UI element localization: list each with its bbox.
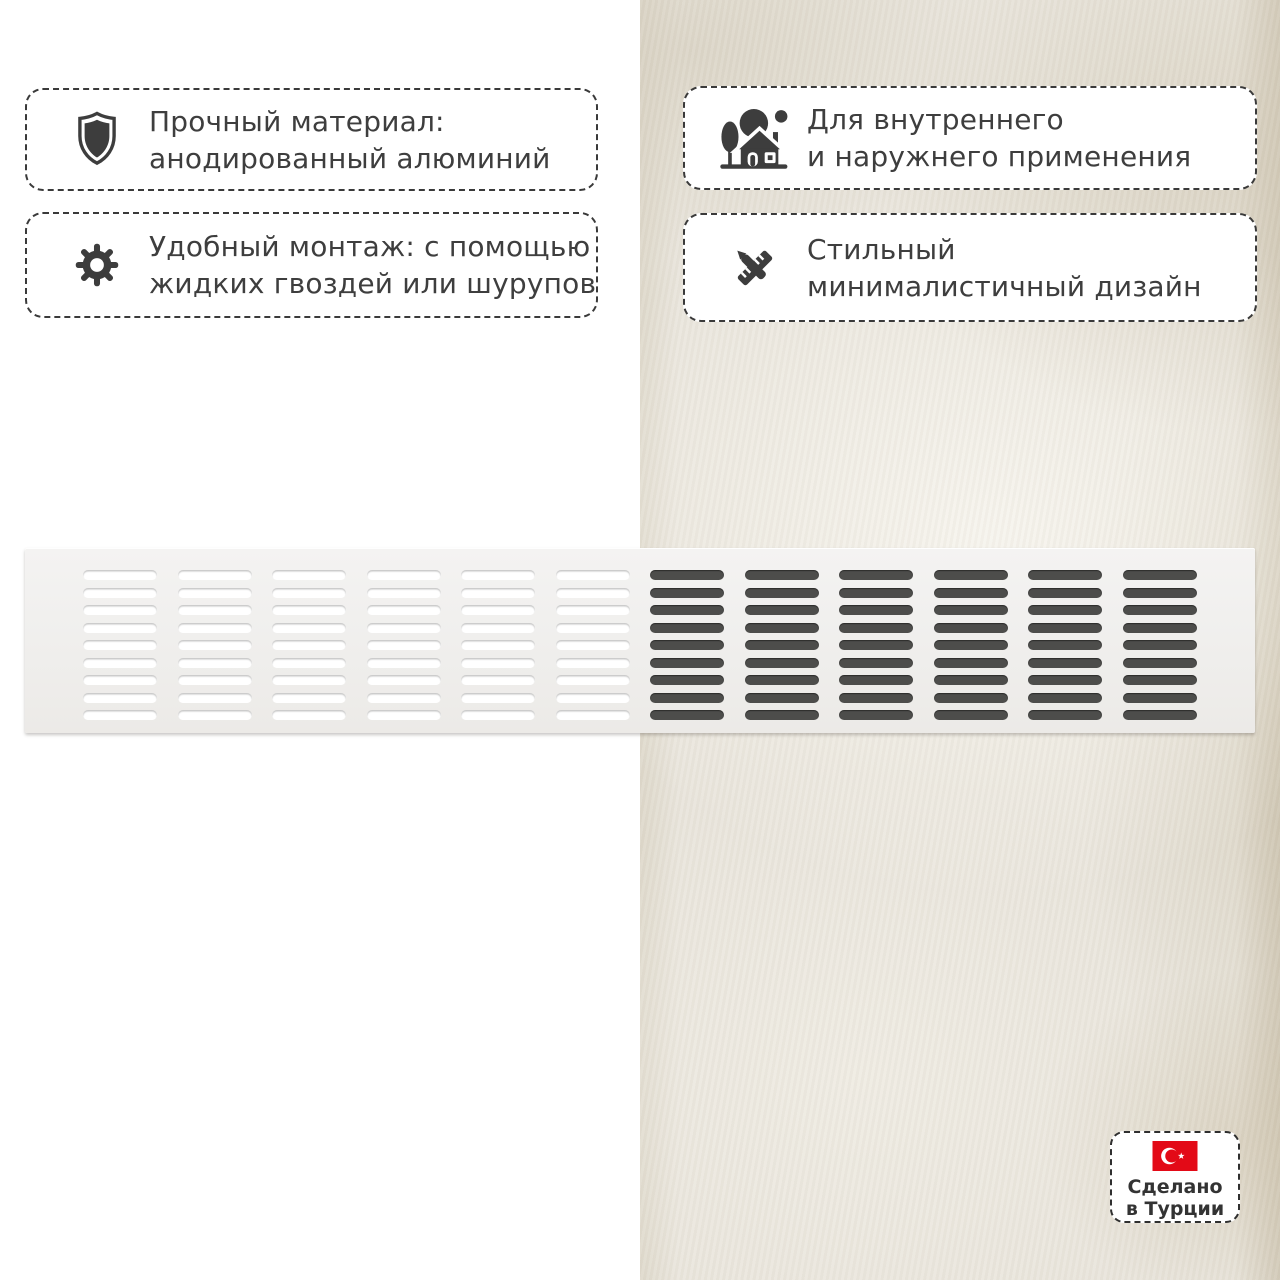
grille-slot: [272, 675, 346, 685]
grille-slot: [745, 675, 819, 685]
grille-slot: [745, 658, 819, 668]
grille-slot: [178, 693, 252, 703]
feature-text-design: [807, 231, 1202, 305]
grille-slot: [934, 623, 1008, 633]
grille-column: [178, 570, 252, 720]
grille-slot: [1123, 623, 1197, 633]
grille-slot: [1028, 570, 1102, 580]
grille-slot: [650, 675, 724, 685]
feature-line: анодированный алюминий: [149, 141, 551, 175]
grille-slot: [1123, 693, 1197, 703]
grille-slot: [83, 570, 157, 580]
grille-column: [461, 570, 535, 720]
feature-line: Удобный монтаж: с помощью: [149, 230, 591, 263]
gear-icon: [57, 227, 137, 303]
grille-slot: [83, 658, 157, 668]
grille-slot: [650, 588, 724, 598]
grille-column: [83, 570, 157, 720]
grille-slot: [556, 588, 630, 598]
grille-slot: [650, 570, 724, 580]
grille-slot: [272, 658, 346, 668]
grille-slot: [839, 623, 913, 633]
grille-slot: [650, 658, 724, 668]
grille-slot: [556, 693, 630, 703]
grille-slot: [839, 605, 913, 615]
grille-slot: [745, 588, 819, 598]
grille-slot: [1028, 640, 1102, 650]
grille-slot: [934, 570, 1008, 580]
turkey-flag-icon: [1152, 1141, 1198, 1171]
ventilation-grille: [25, 548, 1255, 733]
grille-slot: [556, 623, 630, 633]
feature-box-design: [683, 213, 1257, 322]
grille-slot: [1028, 710, 1102, 720]
grille-slot: [461, 623, 535, 633]
made-in-line: Сделано: [1127, 1176, 1223, 1198]
grille-slot: [934, 588, 1008, 598]
feature-line: и наружнего применения: [807, 140, 1192, 173]
grille-column: [839, 570, 913, 720]
grille-slot: [367, 693, 441, 703]
feature-line: минималистичный дизайн: [807, 269, 1202, 303]
grille-slot: [839, 570, 913, 580]
grille-slot: [745, 710, 819, 720]
grille-slot: [745, 605, 819, 615]
grille-slot: [745, 640, 819, 650]
feature-line: Стильный: [807, 232, 956, 266]
grille-slot: [83, 710, 157, 720]
grille-column: [367, 570, 441, 720]
grille-slot: [1123, 570, 1197, 580]
grille-slot: [1028, 588, 1102, 598]
grille-slot: [839, 640, 913, 650]
grille-slot: [839, 588, 913, 598]
grille-slot: [556, 570, 630, 580]
feature-box-mounting: [25, 212, 598, 318]
grille-slot: [839, 675, 913, 685]
grille-slot: [745, 570, 819, 580]
made-in-text: [1126, 1176, 1224, 1220]
grille-slot: [83, 693, 157, 703]
feature-line: Для внутреннего: [807, 103, 1064, 136]
grille-slot: [934, 640, 1008, 650]
grille-slot: [272, 640, 346, 650]
grille-slot: [461, 693, 535, 703]
feature-line: жидких гвоздей или шурупов: [149, 267, 597, 300]
grille-slot: [934, 605, 1008, 615]
grille-slot: [934, 675, 1008, 685]
grille-column: [556, 570, 630, 720]
grille-slot: [650, 693, 724, 703]
grille-slot: [1028, 605, 1102, 615]
grille-slot: [178, 710, 252, 720]
feature-text-material: [149, 103, 551, 177]
grille-slot: [83, 675, 157, 685]
house-icon: [715, 100, 795, 176]
grille-slot: [461, 588, 535, 598]
grille-slot: [650, 623, 724, 633]
grille-slot: [556, 710, 630, 720]
grille-slot: [367, 658, 441, 668]
grille-slot: [272, 570, 346, 580]
grille-slot: [461, 658, 535, 668]
grille-slot: [83, 623, 157, 633]
grille-slot: [367, 640, 441, 650]
grille-slot: [178, 570, 252, 580]
grille-column: [745, 570, 819, 720]
feature-line: Прочный материал:: [149, 104, 445, 138]
feature-text-mounting: [149, 228, 596, 302]
grille-slot: [367, 588, 441, 598]
grille-slot: [1123, 605, 1197, 615]
grille-column: [272, 570, 346, 720]
grille-slot: [745, 623, 819, 633]
grille-slot: [650, 710, 724, 720]
feature-box-usage: [683, 86, 1257, 190]
grille-column: [1028, 570, 1102, 720]
grille-slot: [367, 570, 441, 580]
grille-slot: [1028, 675, 1102, 685]
grille-slot: [934, 658, 1008, 668]
grille-slot: [272, 588, 346, 598]
grille-slot: [178, 605, 252, 615]
grille-column: [1123, 570, 1197, 720]
grille-slot: [367, 675, 441, 685]
grille-slot: [839, 693, 913, 703]
grille-slot: [1123, 675, 1197, 685]
grille-slot: [178, 675, 252, 685]
grille-slot: [1123, 640, 1197, 650]
grille-slot: [272, 710, 346, 720]
grille-slot: [839, 658, 913, 668]
grille-slot: [272, 605, 346, 615]
grille-slot: [1123, 588, 1197, 598]
made-in-line: в Турции: [1125, 1198, 1225, 1220]
feature-text-usage: [807, 101, 1191, 175]
grille-slot: [461, 570, 535, 580]
grille-slot: [367, 710, 441, 720]
grille-slot: [745, 693, 819, 703]
grille-slot: [556, 658, 630, 668]
grille-slot: [178, 623, 252, 633]
grille-slot: [650, 640, 724, 650]
grille-column: [650, 570, 724, 720]
pencil-ruler-icon: [715, 230, 795, 306]
grille-slot: [367, 623, 441, 633]
grille-slot: [367, 605, 441, 615]
grille-slot: [83, 640, 157, 650]
grille-slot: [83, 605, 157, 615]
grille-slot: [178, 588, 252, 598]
grille-slot: [1028, 623, 1102, 633]
grille-slot: [934, 693, 1008, 703]
grille-slot: [1123, 710, 1197, 720]
grille-slot: [461, 675, 535, 685]
grille-slot: [1123, 658, 1197, 668]
grille-column: [934, 570, 1008, 720]
grille-slot: [650, 605, 724, 615]
grille-slot: [1028, 693, 1102, 703]
grille-slot: [556, 675, 630, 685]
made-in-badge: [1110, 1131, 1240, 1223]
grille-slot: [934, 710, 1008, 720]
grille-slot: [461, 640, 535, 650]
grille-slot: [461, 710, 535, 720]
grille-slot: [1028, 658, 1102, 668]
grille-slot: [178, 658, 252, 668]
grille-slot: [83, 588, 157, 598]
grille-slot: [839, 710, 913, 720]
grille-slot: [272, 693, 346, 703]
grille-slot: [556, 640, 630, 650]
grille-slot: [461, 605, 535, 615]
shield-icon: [57, 102, 137, 178]
feature-box-material: [25, 88, 598, 191]
grille-slot: [178, 640, 252, 650]
grille-slot: [272, 623, 346, 633]
grille-slot: [556, 605, 630, 615]
